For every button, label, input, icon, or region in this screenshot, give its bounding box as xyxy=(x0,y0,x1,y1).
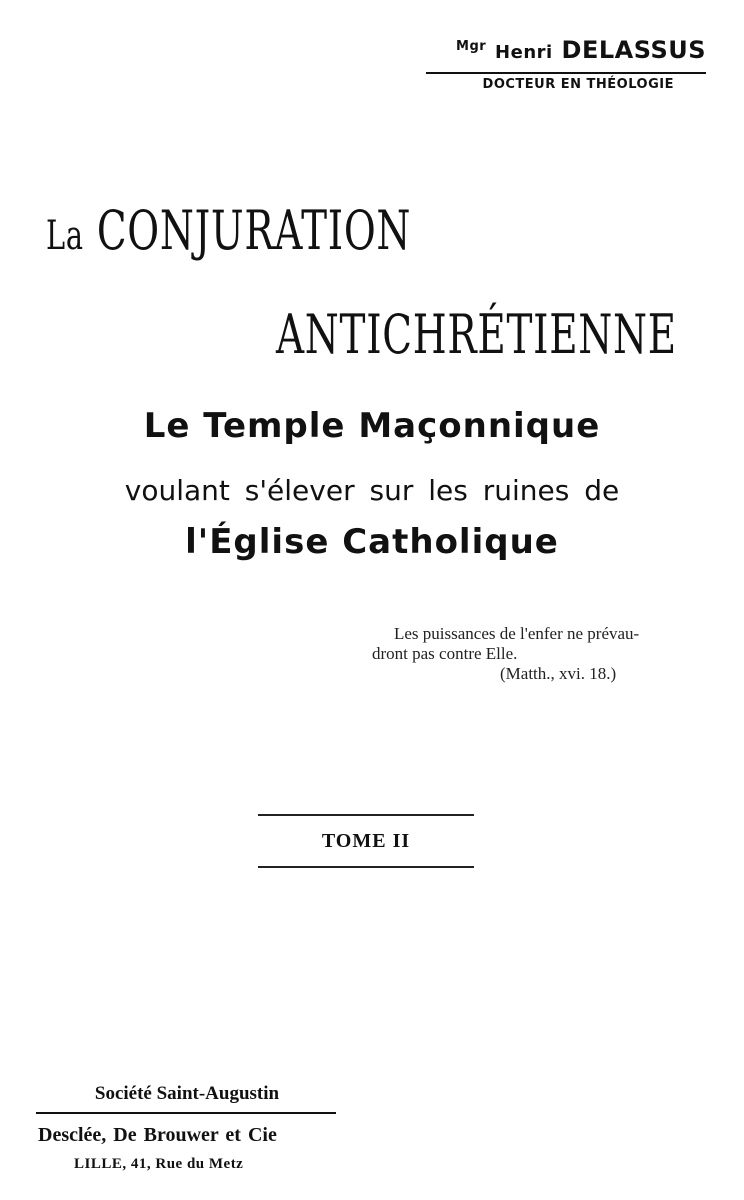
author-credential: DOCTEUR EN THÉOLOGIE xyxy=(482,77,674,92)
subtitle-line-1: Le Temple Maçonnique xyxy=(143,406,601,446)
author-name xyxy=(426,30,706,74)
subtitle-line-2: voulant s'élever sur les ruines de xyxy=(124,474,620,507)
publisher-rule xyxy=(36,1112,336,1114)
title-line-2: ANTICHRÉTIENNE xyxy=(276,303,677,366)
epigraph-citation: (Matth., xvi. 18.) xyxy=(500,664,617,683)
volume-rule-bottom xyxy=(258,866,474,868)
title-article: La xyxy=(46,213,84,259)
author-last-name: DELASSUS xyxy=(561,36,706,64)
title-line-1 xyxy=(46,196,412,271)
subtitle-line-3: l'Église Catholique xyxy=(185,522,559,562)
volume-label: TOME II xyxy=(321,830,411,852)
epigraph xyxy=(372,624,702,684)
publisher-address: LILLE, 41, Rue du Metz xyxy=(74,1156,244,1172)
title-word-conjuration: CONJURATION xyxy=(96,199,412,262)
epigraph-line-1: Les puissances de l'enfer ne prévau- xyxy=(394,624,640,643)
publisher-firm: Desclée, De Brouwer et Cie xyxy=(38,1124,277,1146)
publisher-society: Société Saint-Augustin xyxy=(94,1083,280,1104)
author-prefix: Mgr xyxy=(456,39,487,54)
epigraph-line-2: dront pas contre Elle. xyxy=(372,644,518,663)
volume-rule-top xyxy=(258,814,474,816)
author-first-name: Henri xyxy=(495,42,553,63)
